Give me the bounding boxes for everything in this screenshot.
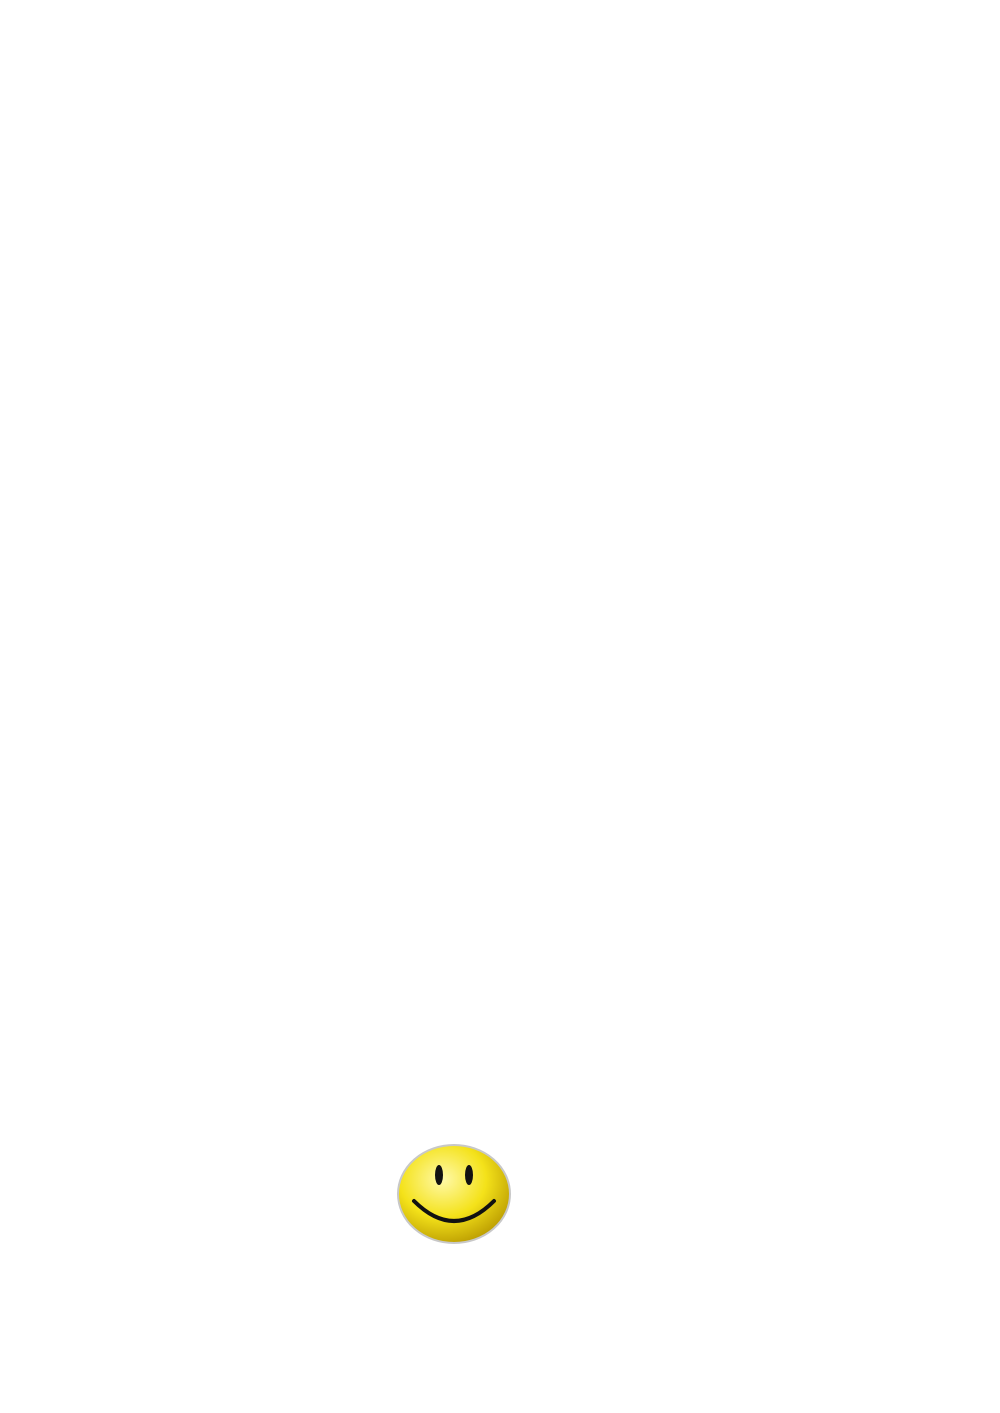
smiley-icon [396,1143,512,1245]
